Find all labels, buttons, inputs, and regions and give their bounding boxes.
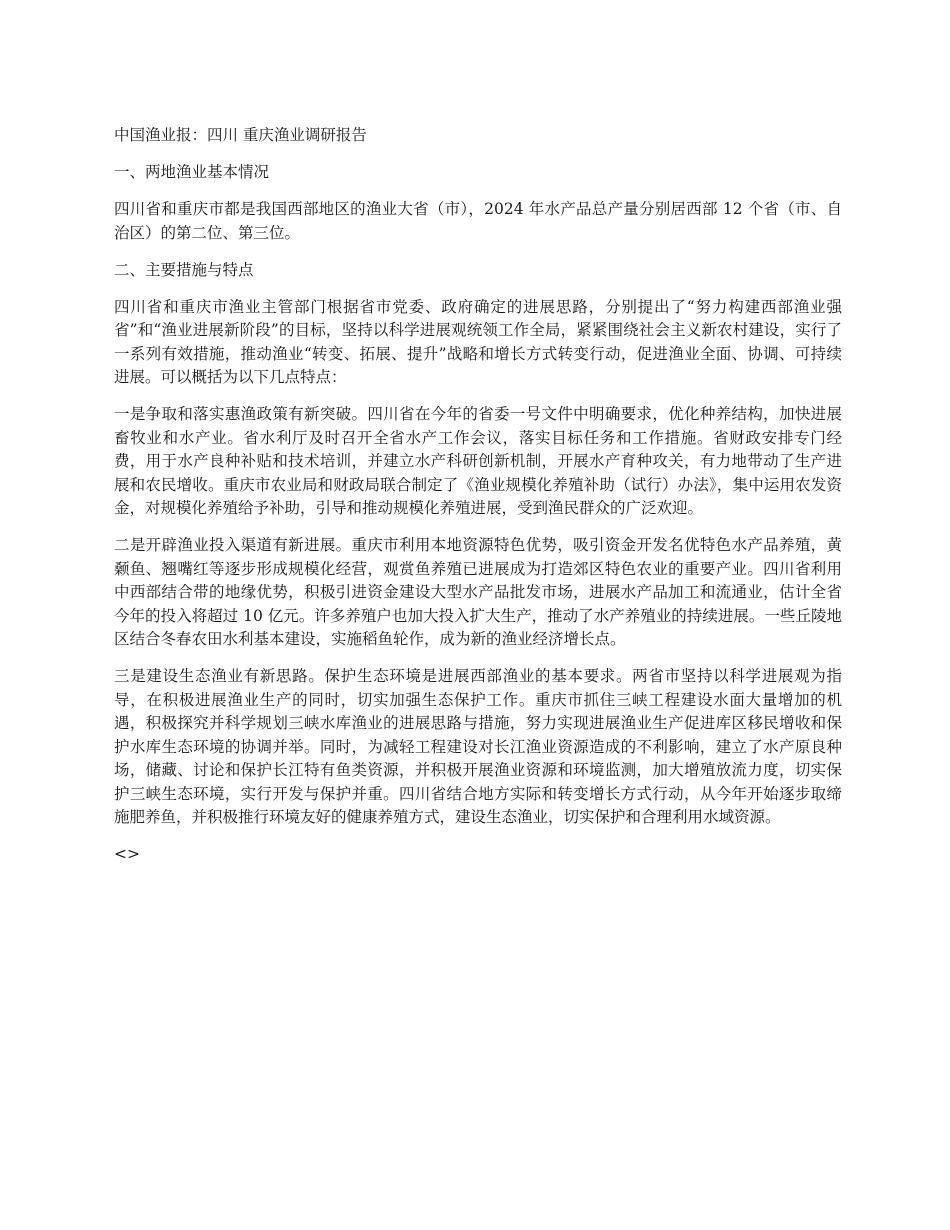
- section-heading-measures: 二、主要措施与特点: [114, 260, 254, 279]
- document-title: 中国渔业报：四川 重庆渔业调研报告: [114, 126, 367, 144]
- paragraph-point-policy: 一是争取和落实惠渔政策有新突破。四川省在今年的省委一号文件中明确要求，优化种养结构，加快进展畜牧业和水产业。省水利厅及时召开全省水产工作会议，落实目标任务和工作措施。省财政安排专门经费，用于水产良种补贴和技术培训，并建立水产科研创新机制，开展水产育种攻关，有力地带动了生产进展和农民增收。重庆市农业局和财政局联合制定了《渔业规模化养殖补助（试行）办法》，集中运用农发资金，对规模化养殖给予补助，引导和推动规模化养殖进展，受到渔民群众的广泛欢迎。: [114, 405, 842, 517]
- trailing-mark: <>: [114, 845, 140, 863]
- paragraph-point-investment: 二是开辟渔业投入渠道有新进展。重庆市利用本地资源特色优势，吸引资金开发名优特色水产品养殖，黄颡鱼、翘嘴红等逐步形成规模化经营，观赏鱼养殖已进展成为打造郊区特色农业的重要产业。四川省利用中西部结合带的地缘优势，积极引进资金建设大型水产品批发市场，进展水产品加工和流通业，估计全省今年的投入将超过 10 亿元。许多养殖户也加大投入扩大生产，推动了水产养殖业的持续进展。一些丘陵地区结合冬春农田水利基本建设，实施稻鱼轮作，成为新的渔业经济增长点。: [114, 536, 842, 648]
- section-heading-basic-situation: 一、两地渔业基本情况: [114, 163, 270, 181]
- paragraph-measures-intro: 四川省和重庆市渔业主管部门根据省市党委、政府确定的进展思路，分别提出了“努力构建西部渔业强省”和“渔业进展新阶段”的目标，坚持以科学进展观统领工作全局，紧紧围绕社会主义新农村建设，实行了一系列有效措施，推动渔业“转变、拓展、提升”战略和增长方式转变行动，促进渔业全面、协调、可持续进展。可以概括为以下几点特点：: [114, 297, 842, 386]
- paragraph-basic-situation: 四川省和重庆市都是我国西部地区的渔业大省（市），2024 年水产品总产量分别居西部 12 个省（市、自治区）的第二位、第三位。: [114, 200, 842, 242]
- paragraph-point-ecology: 三是建设生态渔业有新思路。保护生态环境是进展西部渔业的基本要求。两省市坚持以科学进展观为指导，在积极进展渔业生产的同时，切实加强生态保护工作。重庆市抓住三峡工程建设水面大量增加的机遇，积极探究并科学规划三峡水库渔业的进展思路与措施，努力实现进展渔业生产促进库区移民增收和保护水库生态环境的协调并举。同时，为减轻工程建设对长江渔业资源造成的不利影响，建立了水产原良种场，储藏、讨论和保护长江特有鱼类资源，并积极开展渔业资源和环境监测，加大增殖放流力度，切实保护三峡生态环境，实行开发与保护并重。四川省结合地方实际和转变增长方式行动，从今年开始逐步取缔施肥养鱼，并积极推行环境友好的健康养殖方式，建设生态渔业，切实保护和合理利用水域资源。: [114, 667, 842, 826]
- document-page: [114, 124, 842, 880]
